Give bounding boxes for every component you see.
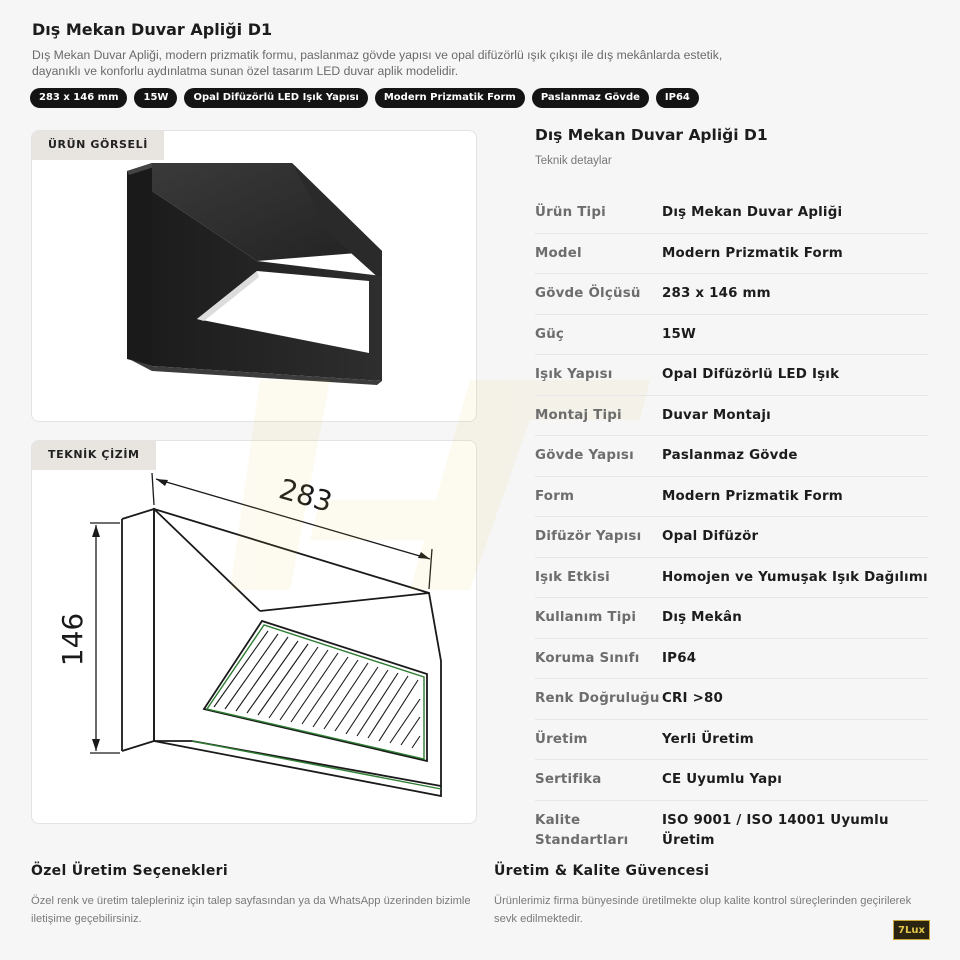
spec-label: Form — [535, 488, 575, 504]
custom-production-text: Özel renk ve üretim talepleriniz için talep sayfasından ya da WhatsApp üzerinden bizimle iletişime geçebilirsiniz. — [31, 895, 471, 925]
spec-value: Opal Difüzörlü LED Işık — [662, 367, 840, 382]
spec-title: Dış Mekan Duvar Apliği D1 — [535, 126, 768, 144]
tag-light-structure: Opal Difüzörlü LED Işık Yapısı — [184, 88, 367, 108]
product-photo-card — [31, 130, 477, 422]
spec-table — [535, 193, 928, 861]
spec-label: Difüzör Yapısı — [535, 529, 642, 544]
tag-dimensions: 283 x 146 mm — [30, 88, 127, 108]
product-image — [32, 131, 477, 422]
custom-production-title: Özel Üretim Seçenekleri — [31, 863, 228, 879]
spec-value: Dış Mekan Duvar Apliği — [662, 205, 843, 220]
tag-ip-rating: IP64 — [656, 88, 699, 108]
tag-list — [30, 88, 699, 108]
spec-label: Kalite Standartları — [535, 812, 629, 848]
spec-row — [535, 477, 928, 518]
spec-value: CRI >80 — [662, 691, 724, 706]
spec-value: Duvar Montajı — [662, 407, 771, 423]
spec-row — [535, 517, 928, 558]
spec-row — [535, 760, 928, 801]
spec-row — [535, 639, 928, 680]
spec-label: Montaj Tipi — [535, 407, 622, 423]
spec-value: 283 x 146 mm — [662, 286, 771, 301]
spec-value: CE Uyumlu Yapı — [662, 772, 782, 787]
spec-label: Renk Doğruluğu — [535, 691, 660, 706]
tag-body: Paslanmaz Gövde — [532, 88, 649, 108]
spec-row — [535, 801, 928, 861]
spec-row — [535, 193, 928, 234]
spec-value: Dış Mekân — [662, 610, 743, 625]
spec-label: Işık Yapısı — [535, 367, 613, 382]
drawing-width-label: 283 — [275, 472, 336, 519]
page-title: Dış Mekan Duvar Apliği D1 — [32, 20, 273, 39]
spec-value: Homojen ve Yumuşak Işık Dağılımı — [662, 569, 928, 585]
technical-drawing-card — [31, 440, 477, 824]
technical-drawing — [32, 441, 477, 824]
spec-row — [535, 720, 928, 761]
spec-label: Işık Etkisi — [535, 569, 610, 585]
spec-value: Opal Difüzör — [662, 529, 759, 544]
spec-label: Güç — [535, 326, 565, 342]
spec-value: Paslanmaz Gövde — [662, 448, 798, 463]
drawing-height-label: 146 — [56, 612, 90, 667]
spec-row — [535, 679, 928, 720]
spec-value: Yerli Üretim — [662, 731, 754, 747]
spec-row — [535, 436, 928, 477]
spec-row — [535, 598, 928, 639]
spec-label: Gövde Ölçüsü — [535, 286, 641, 301]
spec-row — [535, 355, 928, 396]
drawing-card-label: TEKNİK ÇİZİM — [32, 441, 156, 470]
page-description: Dış Mekan Duvar Apliği, modern prizmatik formu, paslanmaz gövde yapısı ve opal difüzörlü ışık çıkışı ile dış mekânlarda estetik, dayanıklı ve konforlu aydınlatma sunan özel tasarım LED duvar aplik modelidir. — [32, 48, 723, 78]
spec-row — [535, 274, 928, 315]
spec-label: Model — [535, 245, 582, 261]
spec-row — [535, 234, 928, 275]
photo-card-label: ÜRÜN GÖRSELİ — [32, 131, 164, 160]
brand-logo: 7Lux — [893, 920, 930, 940]
spec-subtitle: Teknik detaylar — [535, 155, 612, 167]
tag-power: 15W — [134, 88, 177, 108]
spec-label: Sertifika — [535, 772, 602, 787]
spec-label: Kullanım Tipi — [535, 610, 637, 625]
spec-label: Ürün Tipi — [535, 205, 606, 220]
spec-row — [535, 396, 928, 437]
spec-label: Koruma Sınıfı — [535, 650, 640, 666]
spec-value: Modern Prizmatik Form — [662, 245, 843, 261]
spec-row — [535, 315, 928, 356]
quality-assurance-title: Üretim & Kalite Güvencesi — [494, 863, 710, 879]
spec-value: ISO 9001 / ISO 14001 Uyumlu Üretim — [662, 812, 889, 848]
spec-row — [535, 558, 928, 599]
quality-assurance-text: Ürünlerimiz firma bünyesinde üretilmekte olup kalite kontrol süreçlerinden geçirilerek sevk edilmektedir. — [494, 895, 912, 925]
spec-value: Modern Prizmatik Form — [662, 488, 843, 504]
spec-label: Gövde Yapısı — [535, 448, 634, 463]
tag-form: Modern Prizmatik Form — [375, 88, 525, 108]
spec-label: Üretim — [535, 731, 588, 747]
spec-value: 15W — [662, 326, 697, 342]
spec-value: IP64 — [662, 650, 697, 666]
